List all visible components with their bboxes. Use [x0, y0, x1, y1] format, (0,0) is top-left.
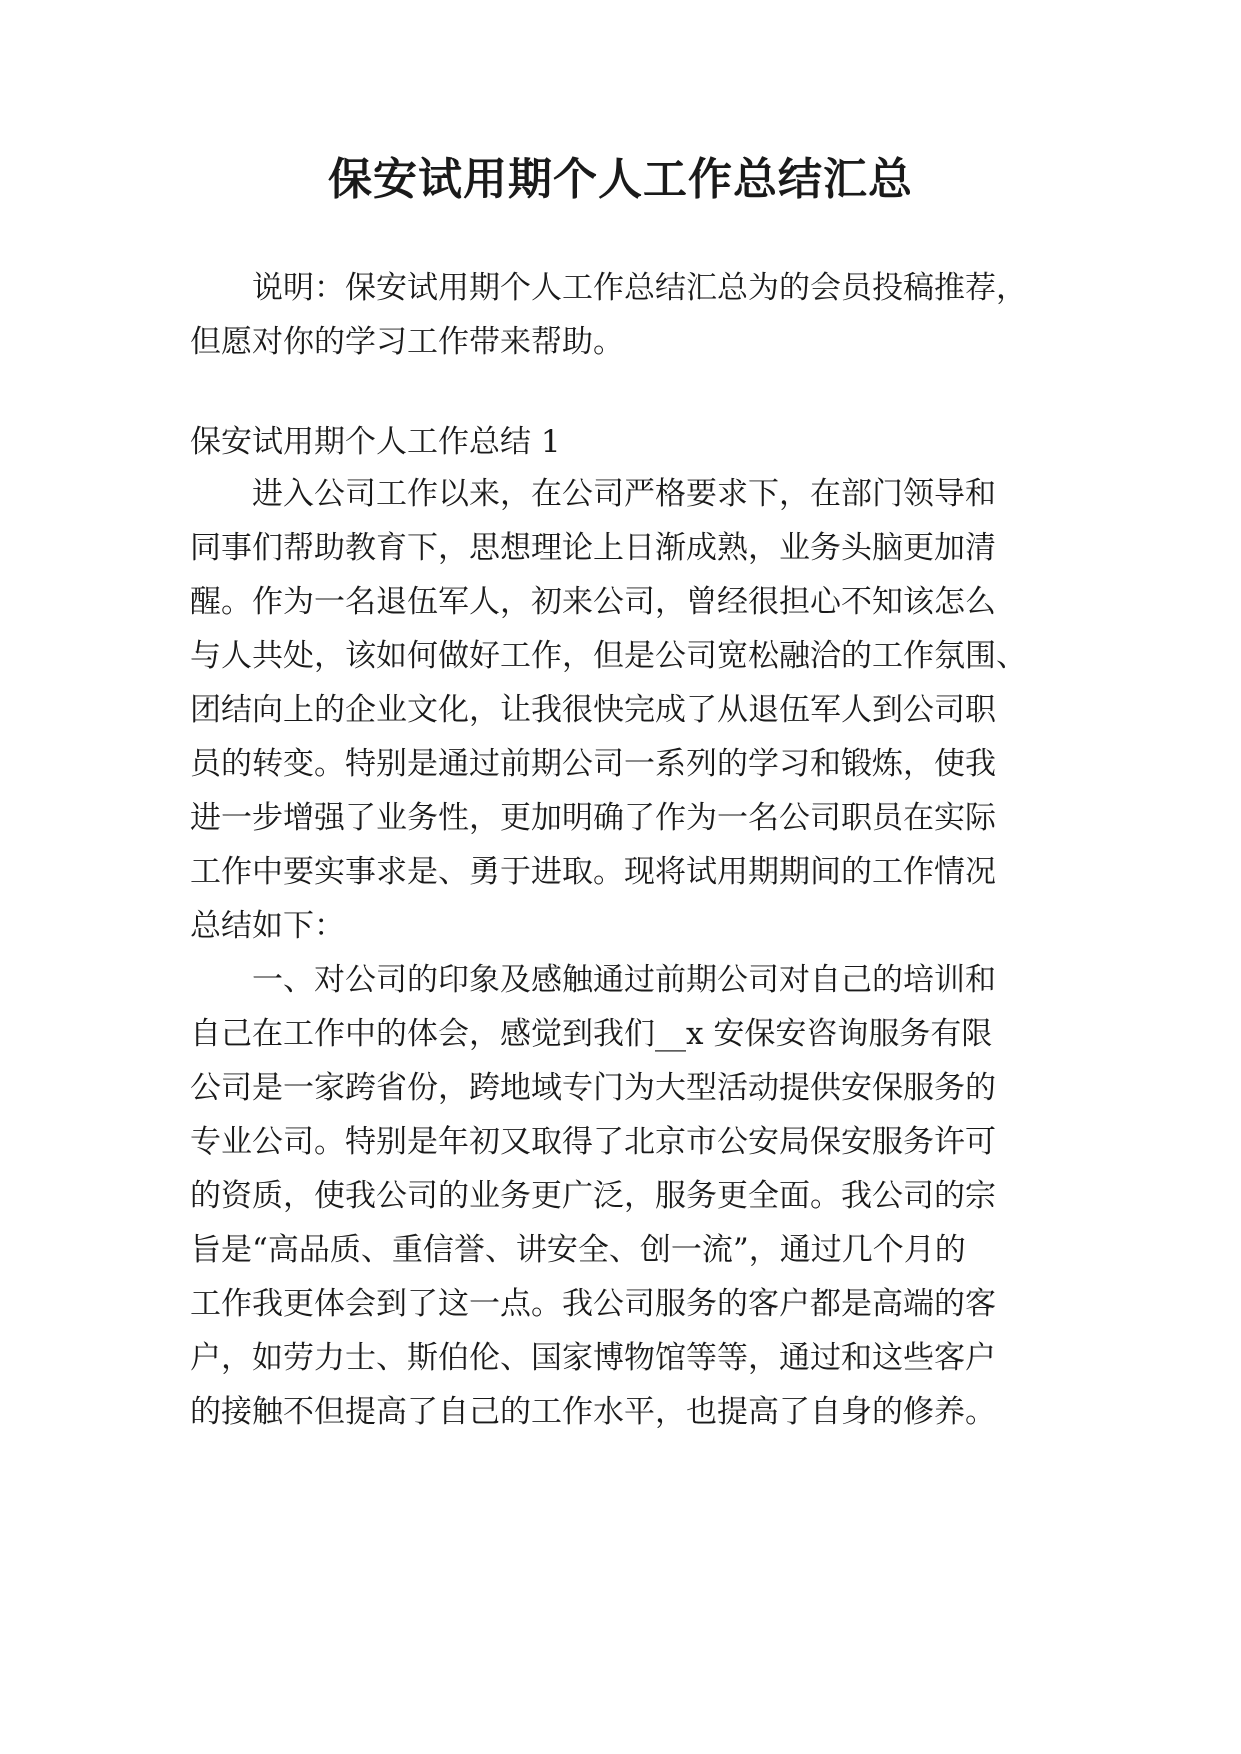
body-line: 醒。作为一名退伍军人，初来公司，曾经很担心不知该怎么	[190, 584, 996, 620]
body-line: 工作中要实事求是、勇于进取。现将试用期期间的工作情况	[190, 854, 996, 890]
body-line: 旨是“高品质、重信誉、讲安全、创一流”，通过几个月的	[190, 1232, 966, 1268]
body-line: 团结向上的企业文化，让我很快完成了从退伍军人到公司职	[190, 692, 996, 728]
body-line: 专业公司。特别是年初又取得了北京市公安局保安服务许可	[190, 1124, 996, 1160]
body-line: 的资质，使我公司的业务更广泛，服务更全面。我公司的宗	[190, 1178, 996, 1214]
body-line: 员的转变。特别是通过前期公司一系列的学习和锻炼，使我	[190, 746, 996, 782]
body-line: 进一步增强了业务性，更加明确了作为一名公司职员在实际	[190, 800, 996, 836]
section-heading: 保安试用期个人工作总结 1	[190, 424, 561, 460]
body-line: 的接触不但提高了自己的工作水平，也提高了自身的修养。	[190, 1394, 996, 1430]
body-line: 同事们帮助教育下，思想理论上日渐成熟，业务头脑更加清	[190, 530, 996, 566]
body-line: 进入公司工作以来，在公司严格要求下，在部门领导和	[252, 476, 996, 512]
body-line: 工作我更体会到了这一点。我公司服务的客户都是高端的客	[190, 1286, 996, 1322]
intro-line: 说明：保安试用期个人工作总结汇总为的会员投稿推荐，	[252, 270, 1027, 306]
intro-line: 但愿对你的学习工作带来帮助。	[190, 324, 624, 360]
body-line: 一、对公司的印象及感触通过前期公司对自己的培训和	[252, 962, 996, 998]
document-title: 保安试用期个人工作总结汇总	[328, 154, 913, 205]
body-line: 总结如下：	[190, 908, 345, 944]
body-line: 自己在工作中的体会，感觉到我们__x 安保安咨询服务有限	[190, 1016, 993, 1052]
body-line: 与人共处，该如何做好工作，但是公司宽松融洽的工作氛围、	[190, 638, 1027, 674]
body-line: 公司是一家跨省份，跨地域专门为大型活动提供安保服务的	[190, 1070, 996, 1106]
body-line: 户，如劳力士、斯伯伦、国家博物馆等等，通过和这些客户	[190, 1340, 996, 1376]
